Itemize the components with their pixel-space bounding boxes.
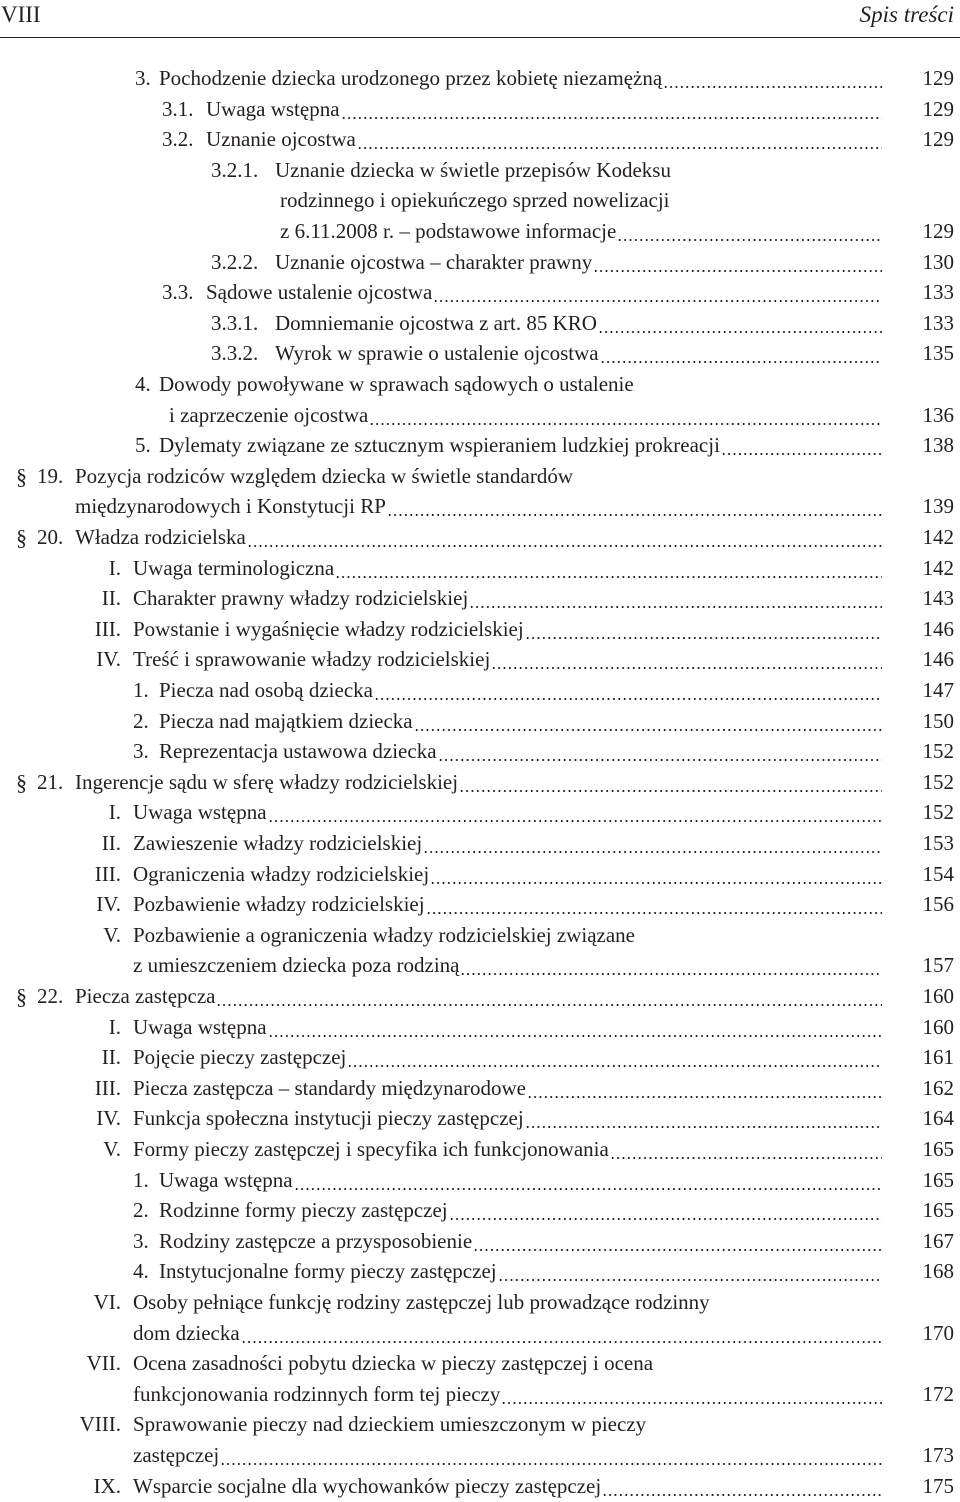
toc-line [0, 889, 960, 920]
toc-entry-title: Piecza zastępcza [75, 984, 216, 1008]
toc-entry-title-line [159, 675, 884, 706]
toc-page-number: 143 [922, 586, 954, 611]
dot-leader [617, 216, 882, 247]
toc-entry-title: Ingerencje sądu w sferę władzy rodzicielskiej [75, 769, 459, 794]
toc-line [0, 1012, 960, 1043]
toc-entry-title: Uwaga terminologiczna [133, 555, 335, 580]
toc-page-number: 165 [922, 1198, 954, 1223]
toc-entry-title: Pochodzenie dziecka urodzonego przez kobietę niezamężną [159, 66, 663, 90]
toc-entry-number: 3.3. [162, 280, 194, 305]
toc-line [0, 920, 960, 951]
toc-entry-title-line [133, 1318, 884, 1349]
toc-entry-title: Piecza nad osobą dziecka [159, 678, 373, 702]
toc-entry-number: 19. [37, 463, 64, 488]
toc-line [0, 277, 960, 308]
section-symbol: § [16, 984, 27, 1009]
toc-entry-title: rodzinnego i opiekuńczego sprzed nowelizacji [280, 188, 670, 213]
toc-entry-title-line [133, 1073, 884, 1104]
dot-leader [600, 338, 882, 369]
toc-line [0, 400, 960, 431]
toc-entry-title-line [75, 491, 884, 522]
toc-entry-number: V. [103, 922, 121, 947]
toc-entry-title: Funkcja społeczna instytucji pieczy zastępczej [133, 1106, 524, 1131]
section-symbol: § [16, 525, 27, 550]
toc-entry-number: VIII. [79, 1412, 121, 1437]
toc-line [0, 155, 960, 186]
toc-entry-number: 3. [133, 1228, 149, 1253]
toc-line [0, 1134, 960, 1165]
dot-leader [498, 1256, 882, 1287]
toc-entry-number: II. [101, 586, 121, 611]
toc-line [0, 247, 960, 278]
toc-entry-title-line [133, 1134, 884, 1165]
toc-entry-title-line [75, 767, 884, 798]
toc-line [0, 308, 960, 339]
toc-entry-title-line [159, 1165, 884, 1196]
dot-leader [473, 1226, 882, 1257]
toc-line [0, 1471, 960, 1502]
toc-page-number: 152 [922, 769, 954, 794]
toc-entry-title-line [159, 1226, 884, 1257]
toc-line [0, 1287, 960, 1318]
running-title: Spis treści [859, 2, 954, 27]
toc-page-number: 129 [922, 66, 954, 90]
toc-line [0, 1165, 960, 1196]
toc-entry-number: 4. [133, 1259, 149, 1284]
toc-entry-title: Pojęcie pieczy zastępczej [133, 1045, 347, 1070]
toc-page-number: 129 [922, 219, 954, 243]
toc-line [0, 614, 960, 645]
toc-entry-title: Formy pieczy zastępczej i specyfika ich funkcjonowania [133, 1137, 609, 1161]
toc-entry-title-line [206, 277, 884, 308]
dot-leader [527, 1073, 882, 1104]
dot-leader [602, 1471, 882, 1502]
toc-entry-number: 20. [37, 525, 64, 549]
toc-entry-number: 2. [133, 1198, 149, 1223]
toc-line [0, 430, 960, 461]
toc-entry-number: 3.1. [162, 96, 194, 121]
toc-entry-title: Treść i sprawowanie władzy rodzicielskiej [133, 647, 491, 672]
toc-entry-title: Uwaga wstępna [133, 1014, 267, 1039]
toc-entry-number: 3.2.1. [211, 157, 259, 182]
dot-leader [414, 706, 882, 737]
toc-entry-title: Rodzinne formy pieczy zastępczej [159, 1198, 448, 1223]
toc-line [0, 706, 960, 737]
toc-line [0, 553, 960, 584]
toc-entry-title: Uznanie ojcostwa – charakter prawny [275, 249, 593, 274]
toc-page-number: 150 [922, 708, 954, 733]
toc-line [0, 981, 960, 1012]
toc-line [0, 1379, 960, 1410]
toc-entry-title: Dowody powoływane w sprawach sądowych o ustalenie [159, 372, 634, 396]
toc-entry-title: z umieszczeniem dziecka poza rodziną [133, 953, 460, 978]
dot-leader [501, 1379, 882, 1410]
toc-entry-title-line [133, 1471, 884, 1502]
dot-leader [449, 1195, 882, 1226]
toc-entry-title-line [133, 797, 884, 828]
toc-entry-title-line [159, 1256, 884, 1287]
toc-entry-title: Wsparcie socjalne dla wychowanków pieczy zastępczej [133, 1473, 602, 1498]
toc-page-number: 165 [922, 1137, 954, 1161]
toc-line [0, 644, 960, 675]
toc-page-number: 154 [922, 861, 954, 886]
toc-entry-title: Ograniczenia władzy rodzicielskiej [133, 861, 430, 886]
toc-entry-title: Piecza zastępcza – standardy międzynarodowe [133, 1075, 526, 1100]
toc-entry-title: Reprezentacja ustawowa dziecka [159, 739, 437, 764]
toc-entry-title-line [133, 583, 884, 614]
dot-leader [374, 675, 882, 706]
dot-leader [593, 247, 882, 278]
toc-page-number: 152 [922, 800, 954, 825]
toc-entry-title-line [206, 124, 884, 155]
toc-line [0, 675, 960, 706]
toc-entry-title-line [159, 706, 884, 737]
dot-leader [220, 1440, 882, 1471]
toc-page-number: 152 [922, 739, 954, 764]
dot-leader [247, 522, 882, 553]
toc-entry-title: dom dziecka [133, 1320, 240, 1345]
toc-entry-number: II. [101, 1045, 121, 1070]
dot-leader [610, 1134, 882, 1165]
toc-page-number: 129 [922, 96, 954, 121]
dot-leader [469, 583, 882, 614]
toc-entry-title: Powstanie i wygaśnięcie władzy rodzicielskiej [133, 616, 524, 641]
toc-line [0, 1318, 960, 1349]
toc-entry-title: Uwaga wstępna [206, 96, 340, 121]
toc-entry-title: Osoby pełniące funkcję rodziny zastępczej lub prowadzące rodzinny [133, 1290, 710, 1314]
toc-page-number: 129 [922, 127, 954, 152]
toc-entry-title-line [280, 216, 884, 247]
toc-entry-number: 21. [37, 769, 64, 794]
toc-line [0, 491, 960, 522]
toc-entry-title: Uwaga wstępna [159, 1167, 293, 1192]
page-number-roman: VIII [1, 2, 41, 27]
toc-line [0, 1226, 960, 1257]
toc-entry-number: 3.3.2. [211, 341, 259, 366]
dot-leader [426, 889, 882, 920]
toc-page-number: 130 [922, 249, 954, 274]
toc-entry-number: VII. [86, 1351, 121, 1376]
section-symbol: § [16, 769, 27, 795]
toc-entry-number: III. [94, 616, 121, 641]
toc-entry-title-line [133, 859, 884, 890]
toc-entry-title: zastępczej [133, 1443, 220, 1467]
toc-entry-title-line [133, 889, 884, 920]
dot-leader [460, 950, 882, 981]
dot-leader [369, 400, 882, 431]
dot-leader [347, 1042, 882, 1073]
toc-page-number: 157 [922, 953, 954, 978]
toc-entry-title-line [133, 644, 884, 675]
toc-entry-title-line [133, 828, 884, 859]
toc-entry-title: Władza rodzicielska [75, 525, 246, 549]
toc-entry-number: I. [108, 1014, 121, 1039]
toc-entry-number: 22. [37, 984, 64, 1008]
toc-entry-title-line [133, 1440, 884, 1471]
toc-page-number: 133 [922, 280, 954, 305]
toc-page-number: 142 [922, 525, 954, 549]
toc-entry-title: międzynarodowych i Konstytucji RP [75, 494, 386, 519]
toc-entry-title: Pozbawienie a ograniczenia władzy rodzicielskiej związane [133, 922, 636, 947]
toc-entry-number: III. [94, 861, 121, 886]
toc-page-number: 146 [922, 647, 954, 672]
toc-line [0, 1042, 960, 1073]
toc-page-number: 139 [922, 494, 954, 519]
toc-entry-title-line [75, 981, 884, 1012]
toc-line [0, 1409, 960, 1440]
toc-entry-number: 5. [135, 433, 151, 458]
toc-entry-title-line [133, 553, 884, 584]
toc-line [0, 583, 960, 614]
toc-entry-number: III. [94, 1075, 121, 1100]
toc-page-number: 142 [922, 555, 954, 580]
toc-line [0, 828, 960, 859]
toc-entry-title-line [133, 614, 884, 645]
toc-line [0, 1256, 960, 1287]
dot-leader [216, 981, 882, 1012]
toc-line [0, 1073, 960, 1104]
dot-leader [423, 828, 882, 859]
toc-entry-title: Pozycja rodziców względem dziecka w świetle standardów [75, 463, 573, 488]
dot-leader [433, 277, 882, 308]
toc-entry-title-line [159, 1195, 884, 1226]
toc-entry-number: 3. [135, 66, 151, 90]
dot-leader [341, 94, 882, 125]
toc-entry-title: Uwaga wstępna [133, 800, 267, 825]
toc-line [0, 94, 960, 125]
toc-entry-number: 1. [133, 678, 149, 702]
toc-entry-title: z 6.11.2008 r. – podstawowe informacje [280, 219, 617, 243]
toc-entry-title: Sprawowanie pieczy nad dzieckiem umieszczonym w pieczy [133, 1412, 647, 1437]
toc-page-number: 168 [922, 1259, 954, 1284]
toc-entry-title: funkcjonowania rodzinnych form tej pieczy [133, 1381, 501, 1406]
toc-entry-number: IX. [93, 1473, 121, 1498]
dot-leader [491, 644, 882, 675]
toc-line [0, 338, 960, 369]
toc-entry-number: IV. [96, 1106, 121, 1131]
dot-leader [294, 1165, 882, 1196]
dot-leader [357, 124, 882, 155]
dot-leader [241, 1318, 882, 1349]
toc-page-number: 167 [922, 1228, 954, 1253]
toc-entry-number: II. [101, 831, 121, 855]
dot-leader [438, 736, 882, 767]
toc-entry-title: Pozbawienie władzy rodzicielskiej [133, 892, 425, 917]
toc-page-number: 170 [922, 1320, 954, 1345]
toc-page-number: 173 [922, 1443, 954, 1467]
toc-page-number: 133 [922, 310, 954, 335]
toc-entry-title: Domniemanie ojcostwa z art. 85 KRO [275, 310, 597, 335]
toc-entry-title-line [275, 247, 884, 278]
toc-entry-title: Zawieszenie władzy rodzicielskiej [133, 831, 423, 855]
toc-entry-title: Uznanie ojcostwa [206, 127, 356, 152]
toc-line [0, 124, 960, 155]
dot-leader [335, 553, 882, 584]
toc-entry-number: 1. [133, 1167, 149, 1192]
toc-entry-title-line [133, 1012, 884, 1043]
dot-leader [721, 430, 882, 461]
toc-entry-title: Piecza nad majątkiem dziecka [159, 708, 413, 733]
toc-entry-number: 4. [135, 372, 151, 396]
toc-line [0, 1103, 960, 1134]
toc-entry-number: IV. [96, 892, 121, 917]
dot-leader [525, 1103, 882, 1134]
toc-entry-number: I. [108, 555, 121, 580]
dot-leader [268, 797, 882, 828]
toc-page-number: 165 [922, 1167, 954, 1192]
toc-entry-number: VI. [93, 1290, 121, 1314]
toc-entry-title-line [159, 430, 884, 461]
toc-entry-title: Dylematy związane ze sztucznym wspieraniem ludzkiej prokreacji [159, 433, 720, 458]
toc-line [0, 950, 960, 981]
toc-entry-number: 2. [133, 708, 149, 733]
toc-entry-title-line [206, 94, 884, 125]
toc-line [0, 767, 960, 798]
toc-entry-title: Wyrok w sprawie o ustalenie ojcostwa [275, 341, 599, 366]
dot-leader [387, 491, 882, 522]
toc-line [0, 1195, 960, 1226]
toc-entry-title-line [133, 1103, 884, 1134]
toc-entry-title-line [133, 1379, 884, 1410]
toc-entry-number: 3.3.1. [211, 310, 259, 335]
dot-leader [663, 63, 882, 94]
toc-entry-title: i zaprzeczenie ojcostwa [169, 402, 369, 427]
toc-page-number: 162 [922, 1075, 954, 1100]
toc-line [0, 797, 960, 828]
dot-leader [598, 308, 882, 339]
toc-entry-title-line [275, 338, 884, 369]
toc-line [0, 369, 960, 400]
toc-line [0, 185, 960, 216]
toc-page-number: 172 [922, 1381, 954, 1406]
toc-line [0, 63, 960, 94]
toc-page-number: 160 [922, 984, 954, 1008]
toc-entry-number: IV. [96, 647, 121, 672]
toc-page-number: 136 [922, 402, 954, 427]
toc-entry-number: 3.2.2. [211, 249, 259, 274]
toc-entry-title-line [159, 63, 884, 94]
toc-entry-number: I. [108, 800, 121, 825]
dot-leader [525, 614, 882, 645]
toc-entry-title-line [159, 736, 884, 767]
toc-entry-title: Instytucjonalne formy pieczy zastępczej [159, 1259, 497, 1284]
toc-page-number: 164 [922, 1106, 954, 1131]
toc-line [0, 216, 960, 247]
toc-entry-number: 3. [133, 739, 149, 764]
dot-leader [430, 859, 882, 890]
dot-leader [268, 1012, 882, 1043]
toc-line [0, 1348, 960, 1379]
toc-page-number: 138 [922, 433, 954, 458]
toc-page-number: 146 [922, 616, 954, 641]
toc-entry-title: Uznanie dziecka w świetle przepisów Kodeksu [275, 157, 671, 182]
toc-entry-title-line [275, 308, 884, 339]
toc-entry-number: 3.2. [162, 127, 194, 152]
toc-entry-title: Charakter prawny władzy rodzicielskiej [133, 586, 469, 611]
toc-entry-title-line [75, 522, 884, 553]
toc-line [0, 859, 960, 890]
dot-leader [459, 767, 882, 798]
toc-page-number: 175 [922, 1473, 954, 1498]
toc-entry-title: Sądowe ustalenie ojcostwa [206, 280, 433, 305]
toc-entry-title-line [133, 1042, 884, 1073]
section-symbol: § [16, 463, 27, 489]
toc-line [0, 1440, 960, 1471]
toc-entry-title-line [133, 950, 884, 981]
toc-page-number: 147 [922, 678, 954, 702]
toc-line [0, 522, 960, 553]
toc-entry-title-line [169, 400, 884, 431]
toc-page-number: 156 [922, 892, 954, 917]
toc-entry-title: Rodziny zastępcze a przysposobienie [159, 1228, 473, 1253]
toc-line [0, 461, 960, 492]
toc-page-number: 160 [922, 1014, 954, 1039]
toc-entry-title: Ocena zasadności pobytu dziecka w pieczy zastępczej i ocena [133, 1351, 654, 1376]
toc-line [0, 736, 960, 767]
toc-page-number: 153 [922, 831, 954, 855]
toc-page-number: 135 [922, 341, 954, 366]
toc-entry-number: V. [103, 1137, 121, 1161]
toc-page-number: 161 [922, 1045, 954, 1070]
